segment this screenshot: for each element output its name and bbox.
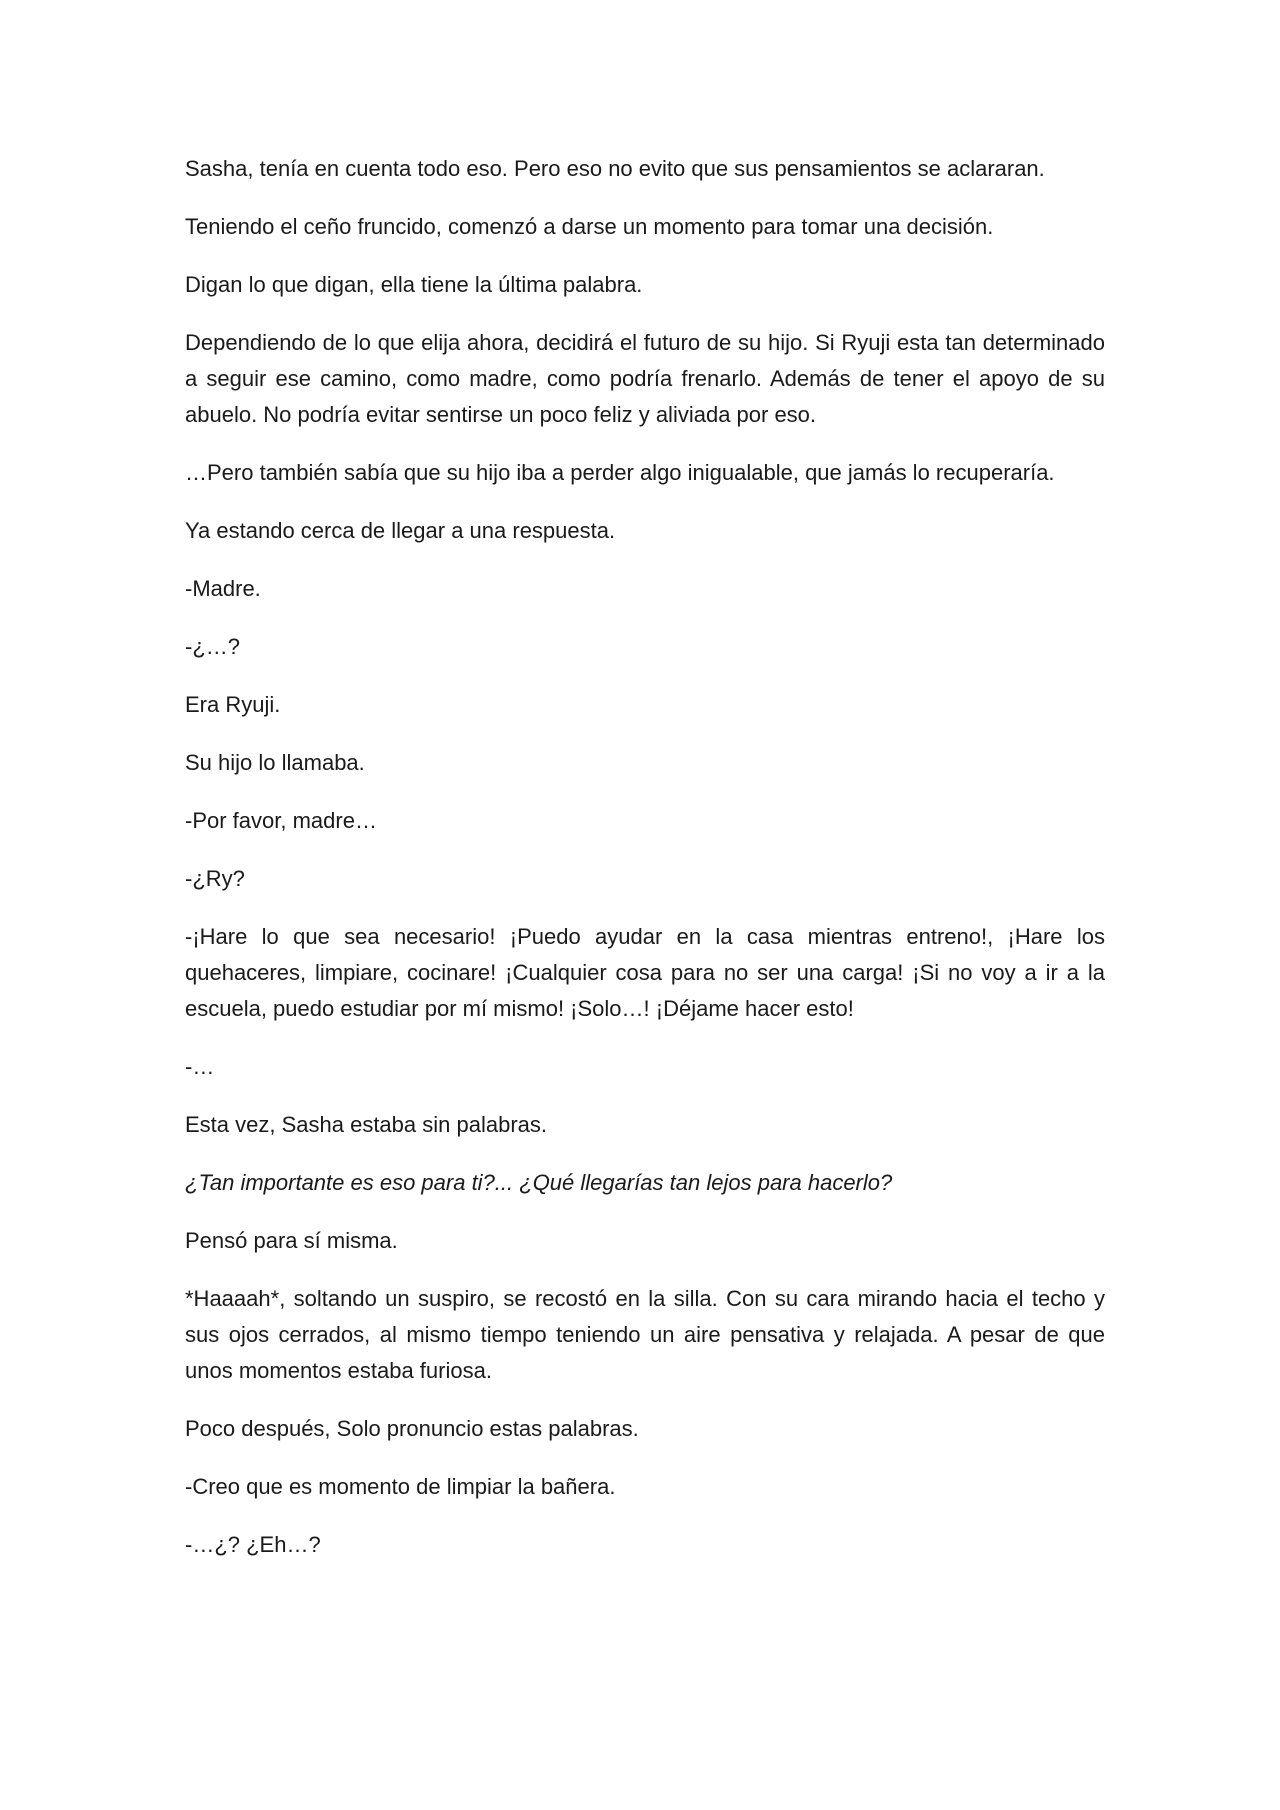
dialogue-line: -¿…? — [185, 634, 240, 659]
dialogue-line: -¿Ry? — [185, 866, 245, 891]
paragraph: Ya estando cerca de llegar a una respuesta. — [185, 518, 616, 543]
dialogue-line: -… — [185, 1054, 215, 1079]
paragraph: Teniendo el ceño fruncido, comenzó a darse un momento para tomar una decisión. — [185, 214, 994, 239]
dialogue-line: -Madre. — [185, 576, 261, 601]
paragraph: Pensó para sí misma. — [185, 1228, 398, 1253]
paragraph: Sasha, tenía en cuenta todo eso. Pero eso no evito que sus pensamientos se aclararan. — [185, 156, 1045, 181]
dialogue-line: -Creo que es momento de limpiar la bañera. — [185, 1474, 616, 1499]
dialogue-line: -¡Hare lo que sea necesario! ¡Puedo ayudar en la casa mientras entreno!, ¡Hare los quehaceres, limpiare, cocinare! ¡Cualquier cosa para no ser una carga! ¡Si no voy a ir a la escuela, puedo estudiar por mí mismo! ¡Solo…! ¡Déjame hacer esto! — [185, 924, 1105, 1021]
paragraph: Su hijo lo llamaba. — [185, 750, 365, 775]
paragraph: Dependiendo de lo que elija ahora, decidirá el futuro de su hijo. Si Ryuji esta tan determinado a seguir ese camino, como madre, como podría frenarlo. Además de tener el apoyo de su abuelo. No podría evitar sentirse un poco feliz y aliviada por eso. — [185, 330, 1105, 427]
paragraph: Poco después, Solo pronuncio estas palabras. — [185, 1416, 639, 1441]
dialogue-line: -Por favor, madre… — [185, 808, 377, 833]
paragraph: Era Ryuji. — [185, 692, 281, 717]
inner-thought: ¿Tan importante es eso para ti?... ¿Qué llegarías tan lejos para hacerlo? — [185, 1170, 893, 1195]
paragraph: *Haaaah*, soltando un suspiro, se recostó en la silla. Con su cara mirando hacia el techo y sus ojos cerrados, al mismo tiempo teniendo un aire pensativa y relajada. A pesar de que unos momentos estaba furiosa. — [185, 1286, 1105, 1383]
body-text — [185, 151, 1105, 1585]
dialogue-line: -…¿? ¿Eh…? — [185, 1532, 321, 1557]
paragraph: Esta vez, Sasha estaba sin palabras. — [185, 1112, 547, 1137]
paragraph: …Pero también sabía que su hijo iba a perder algo inigualable, que jamás lo recuperaría. — [185, 460, 1055, 485]
paragraph: Digan lo que digan, ella tiene la última palabra. — [185, 272, 643, 297]
